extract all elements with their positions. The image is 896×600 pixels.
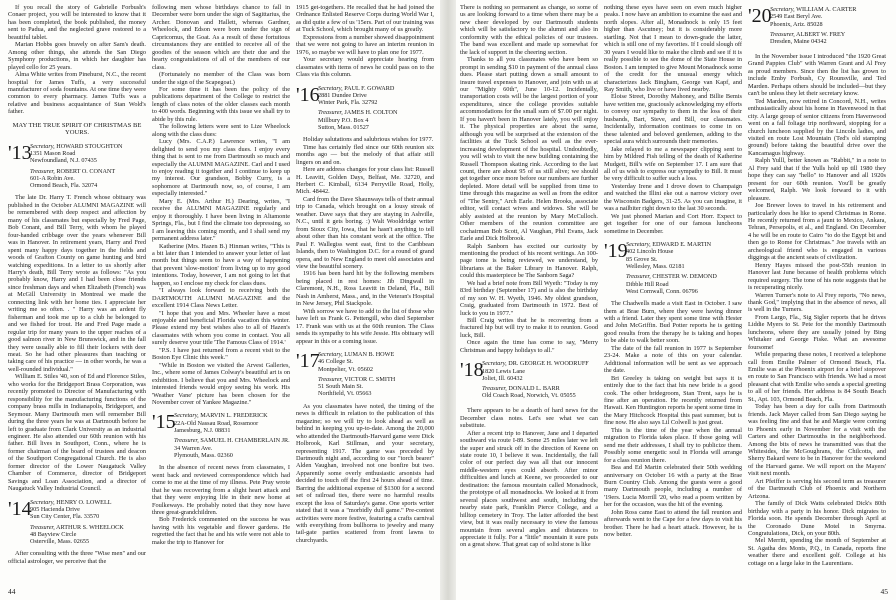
class-header-1920 (748, 6, 886, 48)
treasurer-label: Treasurer, (30, 167, 55, 175)
treasurer-name: ALBERT W. FREY (796, 30, 846, 38)
class-header-1913 (8, 143, 146, 190)
secretary-address: 2549 East Beryl Ave. (770, 13, 823, 21)
class-header-1914 (8, 499, 146, 546)
paragraph: After consulting with the three "Wise men" and our official astrologer, we perceive that the (8, 550, 146, 565)
left-page (0, 0, 440, 600)
paragraph: From Largo, Fla., Sig Sigler reports that he drives Liddie Myers to St. Pete for the monthly Dartmouth luncheons, where they are usually joined by Bing Whitaker and George Fiske. What an awesome foursome! (748, 313, 886, 351)
paragraph: Here are address changes for your class list: Russell H. Leavitt, Golden Days, Belfast, Me. 32720, and Herbert C. Kimball, 6134 Perryville Road, Holly, Mich. 48442. (296, 166, 434, 196)
class-year: '17 (296, 350, 320, 372)
secretary-name: EDWARD E. MARTIN (652, 241, 712, 249)
class-year: '20 (748, 5, 772, 27)
secretary-name: WILLIAM A. CARTER (796, 6, 857, 13)
secretary-label: Secretary, (30, 142, 55, 150)
treasurer-name: VICTOR C. SMITH (344, 375, 396, 383)
left-column-3 (296, 4, 434, 586)
class-year: '16 (296, 83, 320, 106)
paragraph: This is the time of the year when the annual migration to Florida takes place. If those going will send me their addresses, I shall try to publicize them. Possibly some energetic soul in Florida will arrange for a class reunion there. (604, 426, 742, 464)
paragraph: Ted Marden, now retired in Concord, N.H., writes enthusiastically about his home in Havenwood in that city. A large group of senior citizens from Havenwood went on a fall foliage trip northward, stopping for a church luncheon supplied by the Lincoln ladies, and visited en route Lost Mountain (Ted's old stamping ground) before taking the beautiful drive over the Kancamagus highway. (748, 97, 886, 157)
paragraph: Your secretary would appreciate hearing from classmates with items of news he could pass on to the Class via this column. (296, 56, 434, 79)
paragraph: Art Pfeiffer is serving his second term as treasurer of the Dartmouth Club of Phoenix and Northern Arizona. (748, 477, 886, 500)
paragraph: The following letters were sent to Lize Wheelock along with the class dues: (152, 123, 290, 138)
secretary-name: HENRY O. LOWELL (56, 498, 112, 506)
class-year: '19 (604, 240, 628, 263)
paragraph: 1916 has been hard hit by the following members being placed in rest homes: Jib Dingwall in Claremont, N.H., Ross Leavitt in Deland, Fla., Bill Nash in Amherst, Mass., and, in the Veteran's Hospital in New Jersey, Phil Stackpole. (296, 270, 434, 308)
treasurer-label: Treasurer, (482, 385, 507, 393)
paragraph: William E. Stiles '40, son of Ed and Florence Stiles, who works for the Bridgeport Brass Corporation, was recently promoted to Director of Manufacturing with responsibility for the manufacturing functions of the company brass mills in Indianapolis, Bridgeport, and Seymour. Many Dartmouth men will remember Bill during the three years he was at Dartmouth before he left to graduate from Clark University as an industrial engineer. He also attended our 60th reunion with his father. Bill lives in Southport, Conn., where he is former chairman of the board of trustees and deacon of the Southport Congregational Church. He is also former director of the Lower Naugatuck Valley Chamber of Commerce, director of Bridgeport Savings and Loan Association, and a director of Naugatuck Valley Industrial Council. (8, 373, 146, 493)
secretary-name: LUMAN B. HOWE (344, 351, 395, 358)
secretary-address: Jamesburg, N.J. 08831 (174, 427, 231, 435)
paragraph: "While in Boston we visited the Arvest Galleries, Inc., where some of James Colway's beautiful art is on exhibition. I believe that you and Mrs. Wheelock and interested friends would enjoy seeing his work. His 'Weather Vane' picture has been chosen for the November cover of Yankee Magazine." (152, 361, 290, 407)
paragraph: In the November issue I introduced "the 1920 Great Grand Pappies Club" with Warren Grant and Al Frey as proud members. Since then the list has grown to include Emby Forbush, Cy Rounsville, and Ted Marden. Perhaps others should be included—but they can't be unless they let their secretary know. (748, 53, 886, 98)
paragraph: Bea and Ed Martin celebrated their 50th wedding anniversary on October 16 with a party at the Brae Burn Country Club. Among the guests were a good many Dartmouth people, including a number of '19ers. Lucia Morrill '20, who read a poem written by her for the occasion, was the hit of the evening. (604, 464, 742, 509)
paragraph: Today has been a day for calls from Dartmouth friends. Jack Mayer called from San Diego saying he was feeling fine and that he and Margie were coming to Phoenix early in November for a visit with the Carters and other Dartmouths in the neighborhood. Among the bits of news he transmitted was that the Whitesides, the McGoughrans, the Chilcotts, and Sherry Bakard were to be in Hanover for the weekend of the Harvard game. We will report on the Mayers' visit next month. (748, 403, 886, 478)
paragraph: Katherine (Mrs. Hazen B.) Hinman writes, "This is a bit later than I intended to answer your letter of last month but things seem to have a way of happening that prevent 'slow-motion' from living up to my good intentions. Today, however, I am not going to let that happen, so I enclose my check for class dues. (152, 242, 290, 287)
paragraph: John Ross came East to attend the fall reunion and afterwards went to the Cape for a few days to visit his brother. There he had a heart attack. However, he is now better. (604, 508, 742, 539)
left-column-1 (8, 4, 146, 586)
treasurer-address: Old Coach Road, Norwich, Vt. 05055 (482, 392, 576, 400)
paragraph: Card from the Dave Shaunways tells of their annual trip to Canada, which brought on a lousy streak of weather. Dave says that they are staying in Ashville, N.C., until it gets boring. :) Walt Wooldridge writer from Sioux City, Iowa, that he hasn't anything to tell about other than his constant work at the office. The Paul F. Wallegiss went east, first to the Caribbean Islands, then to Washington D.C. for a round of grand opera, and to New England to meet old associates and view the beautiful scenery. (296, 195, 434, 271)
secretary-address: 1820 Lewis Lane (482, 367, 525, 375)
treasurer-address: 48 Bayview Circle (30, 530, 77, 538)
secretary-address: Joliet, Ill. 60432 (482, 374, 523, 382)
secretary-address: 1351 Mason Road (30, 150, 76, 157)
secretary-address: 46 College St. (318, 358, 354, 366)
secretary-label: Secretary, (770, 6, 795, 13)
secretary-address: Wellesley, Mass. 02181 (626, 262, 685, 270)
paragraph: Yesterday Irene and I drove down to Champaign and watched the Illini eke out a narrow victory over the Wisconsin Badgers, 31-25. As you can imagine, it was a nailbiter right down to the last 30 seconds. (604, 182, 742, 213)
treasurer-address: Plymouth, Mass. 02360 (174, 451, 233, 459)
treasurer-label: Treasurer, (770, 30, 795, 38)
class-header-1918 (460, 360, 598, 402)
treasurer-address: 34 Warren Ave. (174, 444, 213, 452)
paragraph: The Chadwells made a visit East in October. I saw them at Brae Burn, where they were having dinner with a friend. Later they spent some time with Hester and John McGriffin. Bud Potter reports he is getting good results from the therapy he is taking and hopes to be able to walk better soon. (604, 300, 742, 345)
class-header-1919 (604, 241, 742, 295)
treasurer-label: Treasurer, (30, 523, 55, 531)
secretary-address: 85 Grove St. (626, 255, 658, 263)
secretary-address: 22A-Old Nassau Road, Rossmoor (174, 419, 259, 427)
paragraph: Thanks to all you classmates who have been so prompt in sending $10 in payment of the annual class dues. Please start putting down a small amount to insure travel expenses to Hanover, and join with us at our "Mighty 60th", June 10-12. Incidentally, transportation costs will be the largest portion of your expenditures, since the college provides suitable accommodations for the small sum of $7.00 per night. If you haven't been in Hanover lately, you will enjoy it. The physical properties are about the same, although you will be surprised at the extension of the facilities at the Tuck School as well as the ever-increasing development of the hospital. Undoubtedly, you will wish to visit the new building containing the Russell Thompson skating rink. According to the last count, there are about 95 of us still alive; we should get together once more before our numbers are further depleted. More detail will be supplied from time to time through this magazine as well as from the editor of "The Sentry," Arch Earle. Helen Brooks, associate editor, will contact wives and widows. She will be ably assisted at the reunion by Mary McCulloch. Other members of the reunion committee are cochairman Bob Scott, Al Vaughan, Phil Evans, Jack Earle and Dick Holbrook. (460, 56, 598, 243)
paragraph: Alma White writes from Pinehurst, N.C., the recent hospital for James Tuffs, a very successful manufacturer of soda fountains. At one time they were common to every pharmacy. James Tuffs was a relative and business acquaintance of Stan Wold's father. (8, 71, 146, 116)
treasurer-name: ROBERT O. CONANT (56, 167, 116, 175)
treasurer-address: Millbury P.O. Box 4 (318, 116, 369, 124)
treasurer-address: Dibble Hill Road (626, 280, 669, 288)
right-page (456, 0, 896, 600)
class-header-1915 (152, 412, 290, 459)
left-column-2 (152, 4, 290, 586)
paragraph: (Fortunately no member of the Class was born under the sign of the Scapegoat.) (152, 71, 290, 86)
page-number: 45 (880, 587, 888, 596)
treasurer-address: West Cornwall, Conn. 06796 (626, 287, 698, 295)
secretary-name: HOWARD STOUGHTON (56, 142, 123, 150)
treasurer-name: JAMES H. COLTON (344, 109, 398, 117)
paragraph: Ralph Yulll, better known as "Rabbit," in a note to Al Frey said that if the Yulls hold up till 1980 they hope they can say "hello" to Hanover and all 1920s present for our 60th reunion. You'll be greatly welcomed, Ralph. We look forward to it with pleasure. (748, 157, 886, 202)
secretary-name: DR. GEORGE H. WOODRUFF (508, 360, 589, 368)
paragraph: Bob Frederick commented on the success he was having with his vegetable and flower gardens. He regretted the fact that he and his wife were not able to make the trip to Hanover for (152, 516, 290, 546)
page-number: 44 (8, 587, 16, 596)
secretary-label: Secretary, (626, 241, 651, 249)
holiday-greeting: MAY THE TRUE SPIRIT OF CHRISTMAS BE YOURS. (12, 121, 142, 137)
paragraph: Joe Brewer loves to travel in his retirement and particularly does he like to spend Christmas in Rome. He recently returned from a jaunt to Mexico, Ankara, Tehran, Persepolis, et al., and England. On December 4 he will be en route to Cairo "to do the Egypt bit and then go to Rome for Christmas." Joe travels with an archeological friend who is engaged in various diggings at the ancient seats of civilization. (748, 202, 886, 262)
paragraph: While preparing these notes, I received a telephone call from Emilie Palmer of Ormond Beach, Fla. Emilie was at the Phoenix airport for a brief stopover en route to San Francisco with friends. We had a most pleasant chat with Emilie who sends a special greeting to all of her friends. Her address is 84 South Beach St., Apt. 103, Ormond Beach, Fla. (748, 351, 886, 403)
paragraph: Holiday salutations and salubrious wishes for 1977. (303, 136, 434, 144)
secretary-label: Secretary, (318, 351, 343, 358)
secretary-address: Newfoundland, N.J. 07435 (30, 157, 97, 165)
paragraph: following men whose birthdays chance to fall in December were born under the sign of Sagittarius, the Archer. Donovan and Hallett, whereas Gardner, Wheelock, and Edson were born under the sign of Capricornus, the Goat. As a result of these fortuitous circumstances they are entitled to receive all of the goodies of the season which are their due and the hearty congratulations of all of the members of our class. (152, 4, 290, 71)
right-column-2 (604, 4, 742, 586)
class-header-1916 (296, 85, 434, 132)
paragraph: The family of Dick Watts celebrated Dick's 80th birthday with a party in his honor. Dick migrates to Florida soon. He spends December through April at the Coronado Dune Motel in Smyrna. Congratulations, Dick, on your 80th. (748, 500, 886, 537)
class-year: '15 (152, 411, 176, 434)
secretary-name: PAUL F. GOWARD (344, 84, 395, 92)
class-year: '14 (8, 497, 32, 520)
paragraph: "I hope that you and Mrs. Wheeler have a most enjoyable and beneficial Florida vacation this winter. Please extend my best wishes also to all of Hazen's classmates with whom you come in contact. You all surely deserve your title 'The Famous Class of 1914.' (152, 309, 290, 347)
secretary-address: 905 Hacienda Drive (30, 505, 80, 513)
paragraph: There is nothing so permanent as change, so some of us are looking forward to a time when there may be a new cheer developed by our Dartmouth students which will be satisfactory to the alumni and also in conformity with the ethical policies of our trustees. The band was excellent and made up somewhat for the lack of support in the cheering section. (460, 4, 598, 56)
secretary-address: Winter Park, Fla. 32792 (318, 99, 378, 107)
treasurer-label: Treasurer, (174, 437, 199, 445)
paragraph: "P.S. I have just returned from a recent visit to the Boston Eye Clinic this week." (152, 346, 290, 362)
paragraph: "I always look forward to receiving both the DARTMOUTH ALUMNI MAGAZINE and the excellent 1914 Class News Letter. (152, 287, 290, 310)
paragraph: The late Dr. Harry T. French whose obituary was published in the October ALUMNI MAGAZINE will be remembered with deep respect and affection by many of his classmates but especially by Fred Page, Bob Conant, and Bill Terry, with whom he played four-handed cribbage over the years whenever Bill was in Hanover. In retirement years, Harry and Fred spent many happy days together in the fields and woods of Grafton County on game hunting and bird watching expeditions. In a letter to us shortly after Harry's death, Bill Terry wrote as follows: "As you probably know, Harry and I had been close friends since freshman days and when Elizabeth (French) was at McGill University in Montreal we made the connecting link with her home ties. I appreciate her writing me so often. . " Harry was an ardent fly fisherman and took me up to a club he belonged to and we fished for trout. He and Fred Page made a regular trip for many years to the upper reaches of a good salmon river in New Brunswick, and in the fall they were usually able to fill their lockers with deer meat. So he had other pleasures than teaching or taking care of his practice — in other words, he was a well-rounded individual." (8, 194, 146, 373)
treasurer-address: 601-A Robin Ave. (30, 174, 75, 182)
class-year: '18 (460, 359, 484, 382)
paragraph: We just phoned Marian and Cort Horr. Expect to get together for one of our famous luncheons sometime in December. (604, 212, 742, 235)
treasurer-name: SAMUEL H. CHAMBERLAIN JR. (200, 437, 290, 445)
paragraph: As you classmates have noted, the timing of the news is difficult in relation to the publication of this magazine; so we will try to look ahead as well as behind in keeping you up-to-date. Among the 20,000 who attended the Dartmouth-Harvard game were Dick Holbrook, Karl Stillman, and your secretary, representing 1917. The game was preceded by Dartmouth night and, according to our "torch bearer" Alden Vaughan, involved not one bonfire but two. Apparently some overly enthusiastic arsonists had decided to touch off the first 24 hours ahead of time. Barring the additional expense of $1300 for a second set of railroad ties, there were no harmful results except the loss of Saturday's game. One sports writer stated that it was a "morbidly dull game." Pre-contest activities were more festive, featuring a crafts carnival with everything from bullhorns to jewelry and many tail-gate parties scattered from front lawns to churchyards. (296, 402, 434, 544)
paragraph: 1915 get-togethers. He recalled that he had joined the Ordnance Enlisted Reserve Corps during World War I, as did quite a few of us '15ers. Part of our training was at Tuck School, which brought many of us greatly. (296, 4, 434, 34)
paragraph: Expressions from a number showed disappointment that we were not going to have an interim reunion in 1976, so maybe we will have to plan one for 1977. (296, 33, 434, 56)
paragraph: After a recent trip to Hanover, Jane and I departed southward via route I-89. Some 25 miles later we left the super and struck off in the direction of Keene on state route 10, I believe it was. Incidentally, the fall color of our perfect day was all that our innocent middle-western eyes could absorb. After minor difficulties and lunch at Keene, we proceeded to our destination: the famous mountain called Monadnock, the prototype of all monadnocks. We looked at it from several places southwest and south, including the nearby state park, Franklin Pierce College, and a hilltop cemetery in Troy. The latter afforded the best view, but it was really necessary to view the famous mountain from several angles and distances to appreciate it fully. For a "little" mountain it sure puts on a great show. That great cap of solid stone is like (460, 429, 598, 549)
paragraph: Mel Merritt, spending the month of September at St. Agatha des Monts, P.Q., in Canada, reports fine weather there and excellent golf. College at his cottage on a large lake in the Laurentians. (748, 537, 886, 567)
paragraph: With sorrow we have to add to the list of those who have left us Frank G. Pettengill, who died September 17. Frank was with us at the 60th reunion. The Class sends its sympathy to his wife Jessie. His obituary will appear in this or a coming issue. (296, 307, 434, 345)
paragraph: Lucy (Mrs. C.A.P.) Lawrence writes, "I am delighted to send you my class dues. I enjoy every thing that is sent to me from Dartmouth so much and especially the ALUMNI MAGAZINE. Carl and I used to enjoy reading it together and I continue to keep up my interest. Our grandson, Bobby Curry, is a sophomore at Dartmouth now, so, of course, I am especially interested." (152, 138, 290, 198)
right-column-3 (748, 4, 886, 586)
page-gutter (440, 0, 456, 600)
paragraph: If you recall the story of Gabrielle Forbush's Conaer project, you will be interested to know that it has been completed, the book published, the money sent to Padua, and the neglected grave restored to a beautiful tablet. (8, 4, 146, 41)
treasurer-address: Dresden, Maine 04342 (770, 38, 827, 46)
paragraph: Bill Craig writes that he is recovering from a fractured hip but will try to make it to reunion. Good luck, Bill. (460, 317, 598, 339)
secretary-address: Phoenix, Ariz. 85028 (770, 20, 823, 28)
secretary-address: 2881 Dundee Drive (318, 91, 367, 99)
treasurer-name: CHESTER W. DEMOND (652, 273, 717, 281)
secretary-label: Secretary, (318, 84, 343, 92)
paragraph: Jake relayed to me a newspaper clipping sent to him by Mildred Fish telling of the death of Katherine Mudgett, Bill's wife on September 17. I am sure that all of us wish to express our sympathy to Bill. It must be very difficult to suffer such a loss. (604, 145, 742, 183)
paragraph: Mary E. (Mrs. Arthur H.) Dearing, writes, "I receive the ALUMNI MAGAZINE regularly and enjoy it thoroughly. I have been living in Altamonte Springs, Fla., but I find the climate too depressing, so I am leaving this coming month, and I shall send my permanent address later." (152, 197, 290, 243)
paragraph: The date of the fall reunion in 1977 is September 23-24. Make a note of this on your calendar. Additional information will be sent as we approach the date. (604, 344, 742, 375)
secretary-label: Secretary, (174, 412, 199, 420)
treasurer-address: Northfield, Vt. 05663 (318, 390, 372, 398)
paragraph: Ralph Sanborn has excited our curiosity by mentioning the product of his recent writings. An 100-page tome is being reviewed, we understand, by librarians at the Baker Library in Hanover. Ralph, could this masterpiece be The Sanborn Saga? (460, 242, 598, 280)
secretary-label: Secretary, (30, 498, 55, 506)
paragraph: For some time it has been the policy of the publications department of the College to restrict the length of class notes of the older classes each month to 400 words. Beginning with this issue we shall try to abide by this rule. (152, 85, 290, 123)
class-year: '13 (8, 141, 32, 164)
paragraph: We had a brief note from Bill Wyeth: "Today is my 83rd birthday (September 17) and is also the birthday of my son W. H. Wyeth, 1946. My oldest grandson, Craig, graduated from Dartmouth in 1972. Best of luck to you in 1977." (460, 279, 598, 317)
paragraph: Once again the time has come to say, "Merry Christmas and happy holidays to all." (460, 339, 598, 354)
paragraph: nothing these eyes have seen on even much higher peaks. I now have an ambition to examine the east and north slopes. After all, Monadnock is only 15 feet higher than Ascutney; but it is considerably more startling. Not that I mean to down-grade the latter, which is still one of my favorites. If I could slough off 30 years I would like to make the climb and see if it is really possible to see the dome of the State House in Boston. I am tempted to give Mount Monadnock some of the credit for the unusual energy which characterizes Jack Bingham, George van Kapf, and Ray Smith, who live or have lived nearby. (604, 4, 742, 93)
paragraph: Bri Greeley is taking on weight but says it is entirely due to the fact that his new bride is a good cook. The other bridegroom, Stan Trent, says he is fine after an operation. He recently returned from Hawaii. Ken Huntington reports he spent some time in the Mary Hitchcock Hospital this past summer, but is fine now. He also says Lil Colwell is just great. (604, 374, 742, 427)
treasurer-address: Ormond Beach, Fla. 32074 (30, 182, 98, 190)
paragraph: There appears to be a dearth of hard news for the December class notes. Let's see what we can substitute. (460, 407, 598, 430)
secretary-name: MARVIN L. FREDERICK (200, 412, 268, 420)
treasurer-address: Sutton, Mass. 01527 (318, 124, 369, 132)
paragraph: Henry Hayes missed the post-55th reunion in Hanover last June because of health problems which required surgery. The tone of his note suggests that he is recuperating nicely. (748, 261, 886, 292)
paragraph: Marian Hobbs goes bravely on after Sam's death. Among other things, she attends the San Diego Symphony productions, in which her daughter has played cello for 25 years. (8, 41, 146, 71)
right-column-1 (460, 4, 598, 586)
treasurer-address: Osterville, Mass. 02655 (30, 538, 90, 546)
treasurer-label: Treasurer, (318, 375, 343, 383)
treasurer-name: ARTHUR S. WHEELOCK (56, 523, 124, 531)
secretary-address: Sun City Center, Fla. 33570 (30, 513, 100, 521)
treasurer-name: DONALD L. BARR (508, 385, 560, 393)
secretary-address: 402 Lincoln House (626, 248, 674, 256)
treasurer-label: Treasurer, (318, 109, 343, 117)
paragraph: In the absence of recent news from classmates, I went back and reviewed correspondence which had come to me at the time of my illness. Pete Pray wrote that he was recovering from a slight heart attack and that they were enjoying life in their new home at Foulkeways. He probably noted that they now have three great-grandchildren. (152, 464, 290, 516)
paragraph: Warren Turner's note to Al Frey reports, "No news, thank God," implying that in the absence of news, all is well in the Turners. (748, 291, 886, 314)
secretary-address: Montpelier, Vt. 05602 (318, 365, 373, 373)
class-header-1917 (296, 351, 434, 398)
paragraph: Eloise Street, Dorothy Mahoney, and Billie Bemis have written me, graciously acknowledging my efforts to convey our sympathy to them in the loss of their husbands, Bart, Steve, and Bill, our classmates. Incidentally, information continues to come in on these talented and beloved gentlemen, adding to the special aura which surrounds their memories. (604, 93, 742, 146)
treasurer-address: 51 South Main St. (318, 383, 364, 391)
paragraph: Time has certainly fled since our 60th reunion six months ago — but the melody of that affair still lingers on and on. (296, 143, 434, 166)
treasurer-label: Treasurer, (626, 273, 651, 281)
secretary-label: Secretary, (482, 360, 507, 368)
